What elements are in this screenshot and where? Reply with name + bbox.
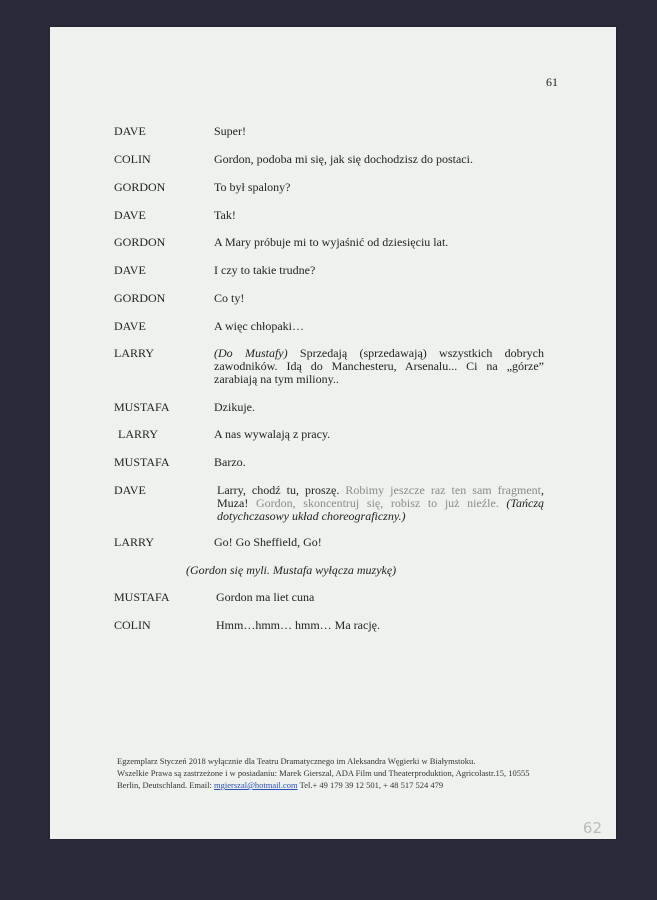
email-link[interactable]: mgierszal@hotmail.com (214, 780, 298, 790)
speaker-name: LARRY (114, 535, 155, 549)
line-text: A więc chłopaki… (214, 319, 304, 333)
line-text (214, 347, 544, 386)
speaker-name: MUSTAFA (114, 590, 170, 604)
line-text-part: Robimy jeszcze raz ten sam fragment (339, 483, 541, 497)
stage-direction-inline: (Tańczą dotychczasowy układ choreograficzny.) (217, 496, 544, 523)
footer-line: Wszelkie Prawa są zastrzeżone i w posiadaniu: Marek Gierszal, ADA Film und Theaterproduktion, Agricolastr.15, 10555 (117, 768, 530, 778)
speaker-name: DAVE (114, 208, 146, 222)
line-text: A nas wywalają z pracy. (214, 427, 331, 441)
line-text: To był spalony? (214, 180, 291, 194)
stage-direction-inline: (Do Mustafy) (214, 346, 288, 360)
line-text: Tak! (214, 208, 236, 222)
speaker-name: GORDON (114, 291, 166, 305)
footer-text: Tel.+ 49 179 39 12 501, + 48 517 524 479 (297, 780, 444, 790)
speaker-name: LARRY (114, 346, 155, 360)
line-text: Hmm…hmm… hmm… Ma rację. (216, 618, 380, 632)
line-text: Gordon ma liet cuna (216, 590, 315, 604)
footer-line (117, 779, 529, 791)
speaker-name: DAVE (114, 319, 146, 333)
speaker-name: DAVE (114, 124, 146, 138)
speaker-name: DAVE (114, 483, 146, 497)
line-text (217, 484, 544, 523)
copyright-footer (117, 755, 529, 791)
line-text: Gordon, podoba mi się, jak się dochodzisz do postaci. (214, 152, 473, 166)
script-page (50, 27, 616, 839)
footer-text: Berlin, Deutschland. Email: (117, 780, 215, 790)
line-text-part: Larry, chodź tu, proszę. (217, 483, 340, 497)
footer-line: Egzemplarz Styczeń 2018 wyłącznie dla Teatru Dramatycznego im Aleksandra Węgierki w Białymstoku. (117, 756, 476, 766)
line-text: Co ty! (214, 291, 245, 305)
page-number: 61 (546, 75, 558, 89)
line-text: Super! (214, 124, 246, 138)
speaker-name: MUSTAFA (114, 400, 170, 414)
line-text: A Mary próbuje mi to wyjaśnić od dziesięciu lat. (214, 235, 449, 249)
line-text: Dzikuje. (214, 400, 255, 414)
speaker-name: COLIN (114, 618, 151, 632)
line-text-part: , Muza! (217, 483, 544, 510)
speaker-name: DAVE (114, 263, 146, 277)
line-text: I czy to takie trudne? (214, 263, 316, 277)
line-text-part: Gordon, skoncentruj się, robisz to już nieźle. (248, 496, 507, 510)
stage-direction: (Gordon się myli. Mustafa wyłącza muzykę) (186, 563, 397, 577)
line-text-body: Sprzedają (sprzedawają) wszystkich dobrych zawodników. Idą do Manchesteru, Arsenalu... Ci na „górze” zarabiają na tym miliony.. (214, 346, 544, 386)
line-text: Go! Go Sheffield, Go! (214, 535, 322, 549)
handwritten-page-mark: 62 (582, 819, 602, 837)
speaker-name: LARRY (118, 427, 159, 441)
line-text: Barzo. (214, 455, 246, 469)
speaker-name: GORDON (114, 180, 166, 194)
speaker-name: COLIN (114, 152, 151, 166)
speaker-name: MUSTAFA (114, 455, 170, 469)
speaker-name: GORDON (114, 235, 166, 249)
